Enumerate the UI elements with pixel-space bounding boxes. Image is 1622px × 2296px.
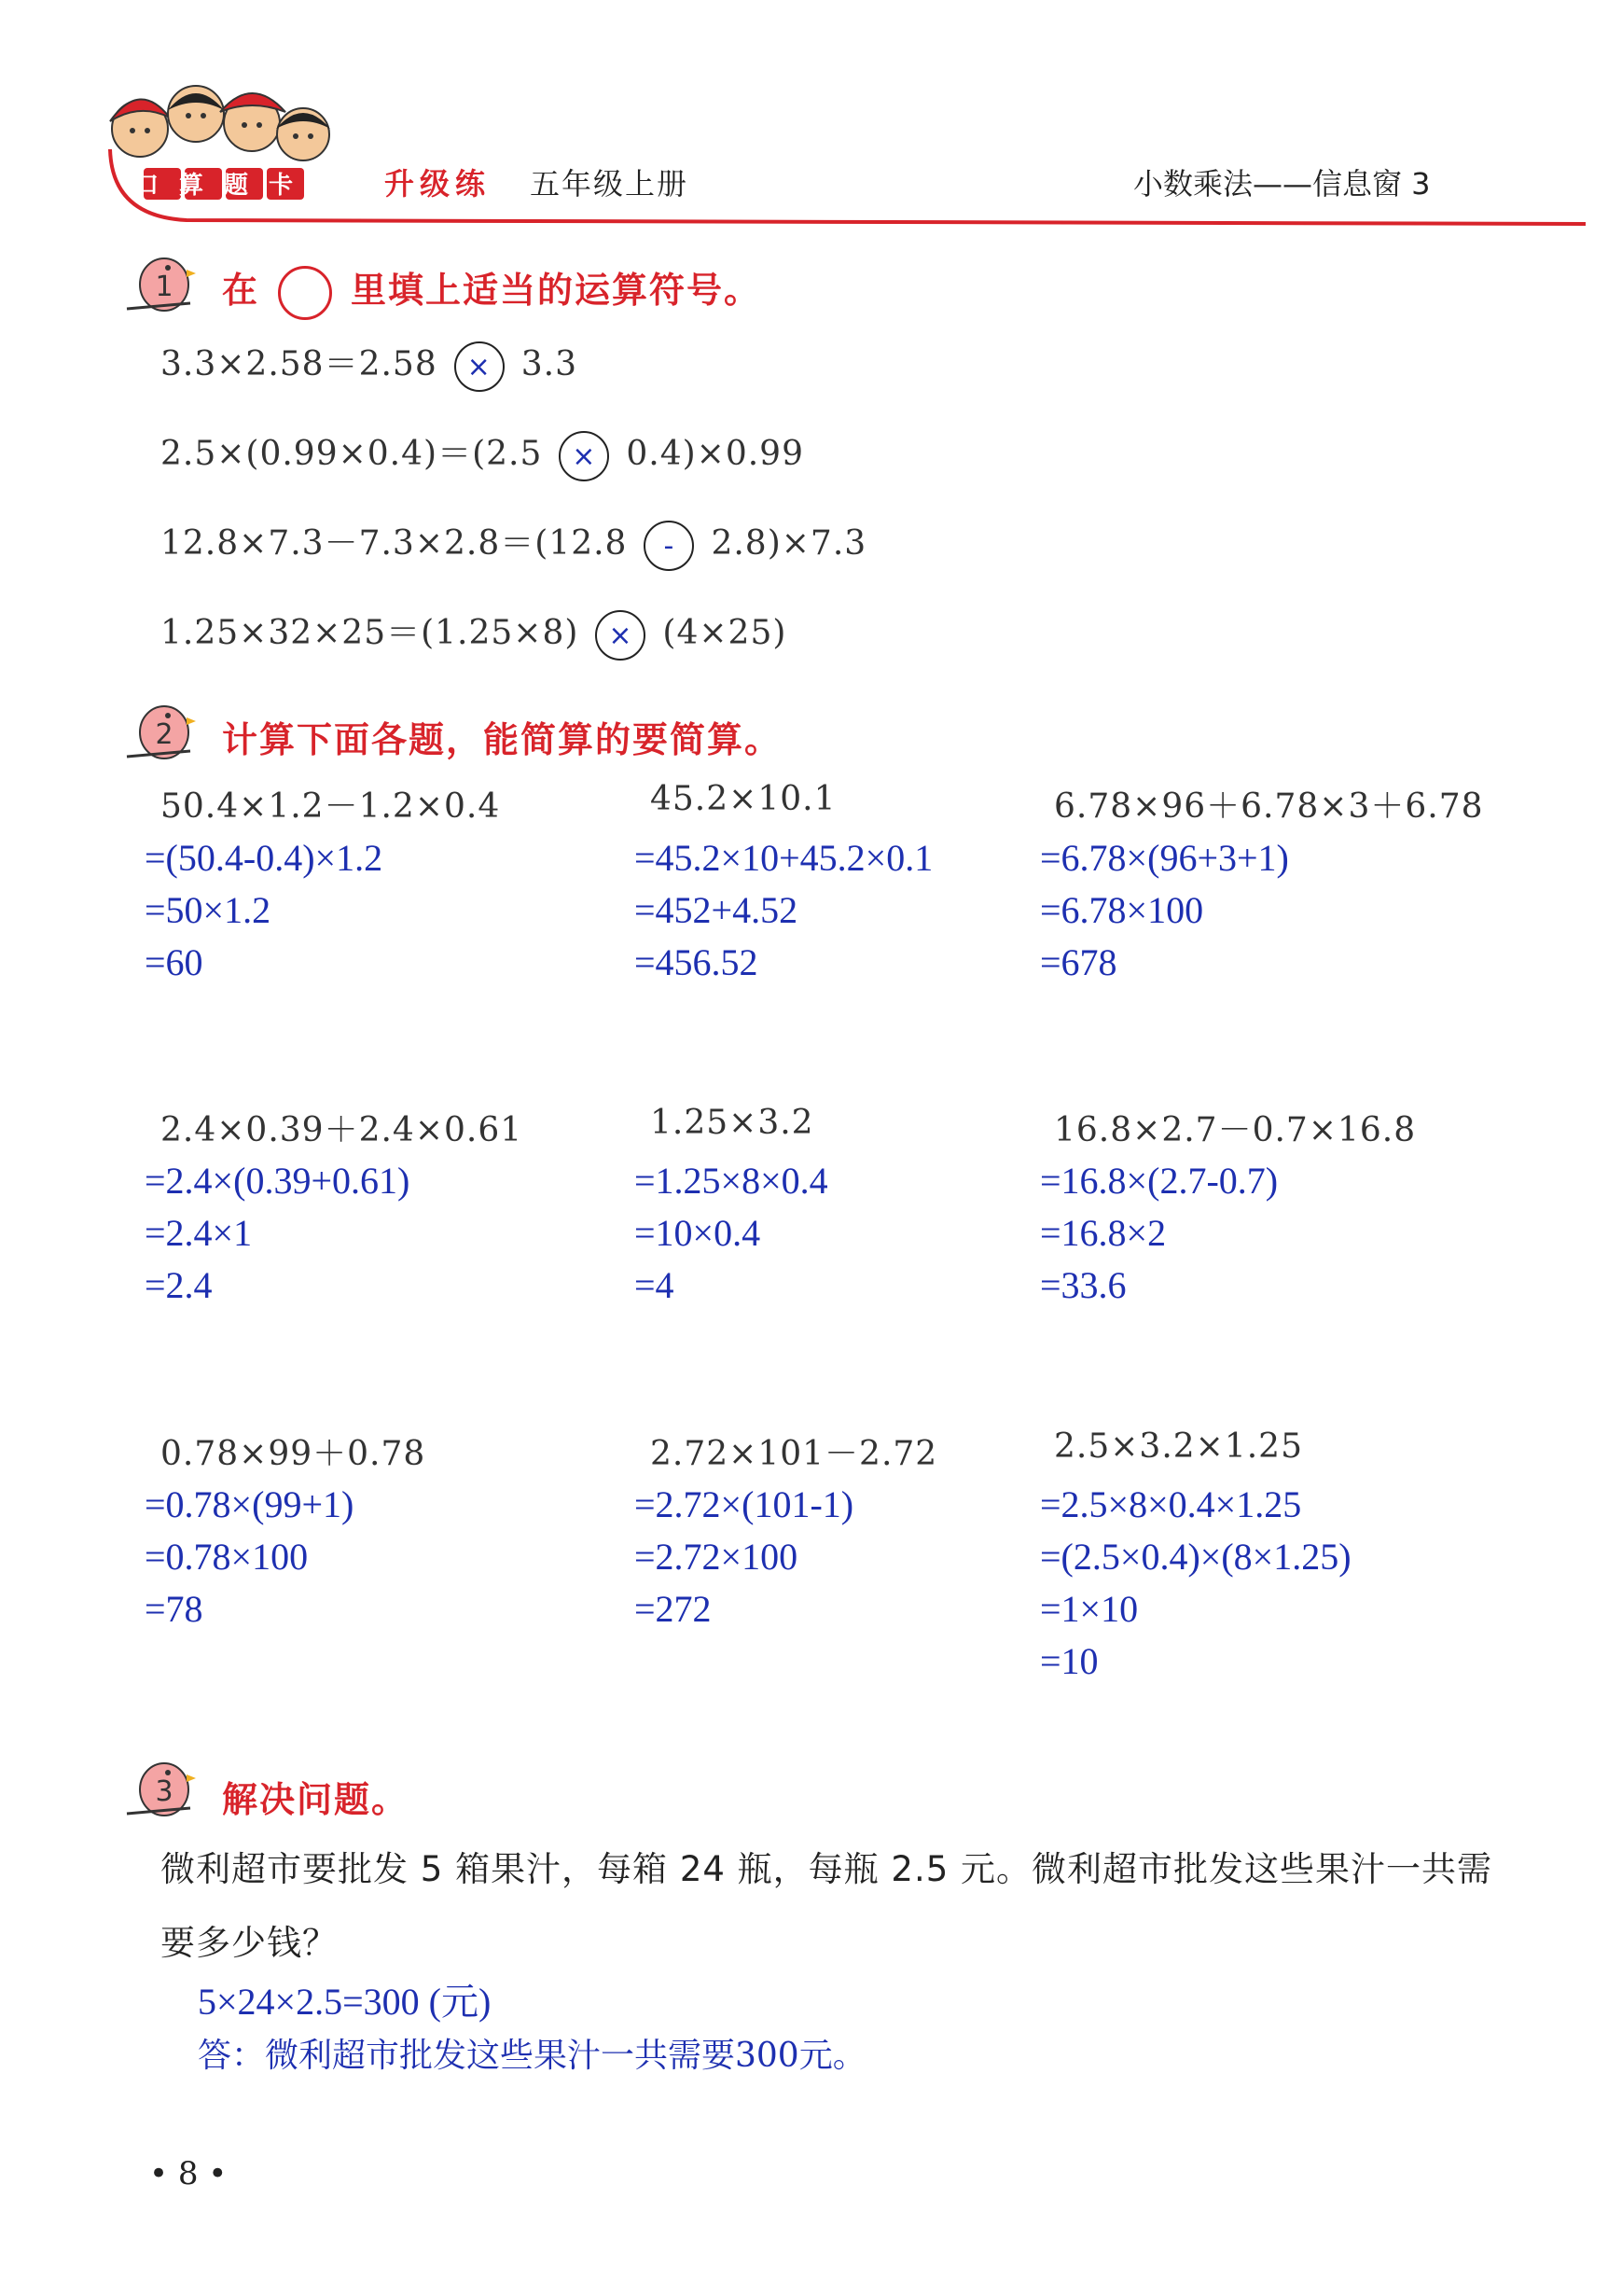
- solution-step: =2.4×(0.39+0.61): [145, 1160, 410, 1202]
- problem-solution: [145, 1155, 409, 1312]
- item-left: 1.25×32×25＝(1.25×8): [160, 614, 579, 652]
- answer-circle: ×: [595, 610, 645, 661]
- solution-step: =678: [1040, 941, 1117, 983]
- solution-step: =2.72×(101-1): [634, 1483, 854, 1525]
- problem-question: 45.2×10.1: [650, 780, 837, 818]
- problem-question: 1.25×3.2: [650, 1104, 814, 1142]
- solution-step: =(50.4-0.4)×1.2: [145, 837, 383, 879]
- solution-step: =16.8×(2.7-0.7): [1040, 1160, 1279, 1202]
- solution-step: =456.52: [634, 941, 758, 983]
- word-problem-answer: 答：微利超市批发这些果汁一共需要300元。: [198, 2037, 866, 2075]
- problem-question: 16.8×2.7－0.7×16.8: [1054, 1111, 1417, 1149]
- problem-block: [650, 1427, 937, 1475]
- bird-number-icon: [121, 695, 196, 770]
- header-tag: 升级练: [384, 166, 492, 202]
- solution-step: =50×1.2: [145, 889, 271, 931]
- header-grade: 五年级上册: [530, 166, 689, 202]
- problem-block: [1054, 780, 1484, 828]
- blank-circle-icon: [278, 266, 332, 320]
- section1-title: [222, 261, 761, 320]
- problem-block: [1054, 1427, 1303, 1466]
- section2-title: 计算下面各题，能简算的要简算。: [222, 719, 783, 760]
- problem-question: 50.4×1.2－1.2×0.4: [160, 787, 501, 826]
- problem-solution: [634, 832, 933, 989]
- solution-step: =452+4.52: [634, 889, 798, 931]
- problem-solution: [1040, 1155, 1278, 1312]
- item-right: 0.4)×0.99: [626, 435, 804, 473]
- section1-title-after: 里填上适当的运算符号。: [351, 270, 762, 311]
- problem-solution: [634, 1479, 853, 1635]
- solution-step: =(2.5×0.4)×(8×1.25): [1040, 1536, 1352, 1578]
- problem-question: 2.4×0.39＋2.4×0.61: [160, 1111, 523, 1149]
- header-chapter: 小数乘法——信息窗 3: [1133, 166, 1431, 202]
- section3-title: 解决问题。: [222, 1779, 409, 1820]
- answer-circle: ×: [454, 341, 505, 392]
- item-left: 2.5×(0.99×0.4)＝(2.5: [160, 435, 543, 473]
- solution-step: =272: [634, 1588, 712, 1630]
- word-problem-line1: 微利超市要批发 5 箱果汁，每箱 24 瓶，每瓶 2.5 元。微利超市批发这些果汁一共需: [160, 1849, 1493, 1889]
- problem-block: [650, 1104, 814, 1142]
- bird-number-icon: [121, 247, 196, 322]
- problem-question: 2.5×3.2×1.25: [1054, 1427, 1303, 1466]
- answer-circle: -: [644, 521, 694, 571]
- problem-solution: [634, 1155, 828, 1312]
- solution-step: =0.78×(99+1): [145, 1483, 354, 1525]
- problem-block: [160, 1427, 425, 1475]
- item-right: 2.8)×7.3: [711, 524, 867, 563]
- word-problem-calc: 5×24×2.5=300 (元): [198, 1981, 492, 2023]
- kids-logo-icon: [103, 75, 345, 205]
- problem-block: [1054, 1104, 1416, 1151]
- problem-question: 6.78×96＋6.78×3＋6.78: [1054, 787, 1484, 826]
- section1-title-before: 在: [222, 270, 260, 311]
- word-problem-line2: 要多少钱？: [160, 1923, 338, 1963]
- section3-number: 3: [155, 1775, 173, 1808]
- solution-step: =10×0.4: [634, 1212, 761, 1254]
- solution-step: =1×10: [1040, 1588, 1139, 1630]
- item-left: 3.3×2.58＝2.58: [160, 345, 437, 383]
- solution-step: =33.6: [1040, 1264, 1127, 1306]
- page-number: • 8 •: [149, 2155, 228, 2192]
- solution-step: =2.5×8×0.4×1.25: [1040, 1483, 1302, 1525]
- section1-number: 1: [155, 271, 173, 303]
- problem-block: [650, 780, 836, 818]
- solution-step: =16.8×2: [1040, 1212, 1167, 1254]
- section1-item: [160, 427, 804, 481]
- item-left: 12.8×7.3－7.3×2.8＝(12.8: [160, 524, 628, 563]
- problem-solution: [145, 832, 382, 989]
- problem-solution: [1040, 1479, 1352, 1688]
- solution-step: =6.78×100: [1040, 889, 1204, 931]
- solution-step: =4: [634, 1264, 674, 1306]
- solution-step: =78: [145, 1588, 203, 1630]
- problem-question: 0.78×99＋0.78: [160, 1435, 426, 1473]
- logo-text: 口算题卡: [133, 172, 314, 200]
- section1-item: [160, 338, 577, 392]
- solution-step: =6.78×(96+3+1): [1040, 837, 1289, 879]
- problem-block: [160, 780, 500, 828]
- solution-step: =60: [145, 941, 203, 983]
- item-right: (4×25): [662, 614, 787, 652]
- solution-step: =2.4: [145, 1264, 213, 1306]
- solution-step: =1.25×8×0.4: [634, 1160, 828, 1202]
- item-right: 3.3: [520, 345, 577, 383]
- logo: [103, 75, 345, 205]
- solution-step: =0.78×100: [145, 1536, 309, 1578]
- bird-number-icon: [121, 1752, 196, 1827]
- section1-item: [160, 606, 786, 661]
- solution-step: =2.72×100: [634, 1536, 798, 1578]
- solution-step: =45.2×10+45.2×0.1: [634, 837, 934, 879]
- solution-step: =2.4×1: [145, 1212, 253, 1254]
- problem-question: 2.72×101－2.72: [650, 1435, 938, 1473]
- section1-item: [160, 517, 866, 571]
- answer-circle: ×: [559, 431, 609, 481]
- section2-number: 2: [155, 718, 173, 751]
- problem-block: [160, 1104, 522, 1151]
- problem-solution: [1040, 832, 1289, 989]
- problem-solution: [145, 1479, 354, 1635]
- solution-step: =10: [1040, 1640, 1099, 1682]
